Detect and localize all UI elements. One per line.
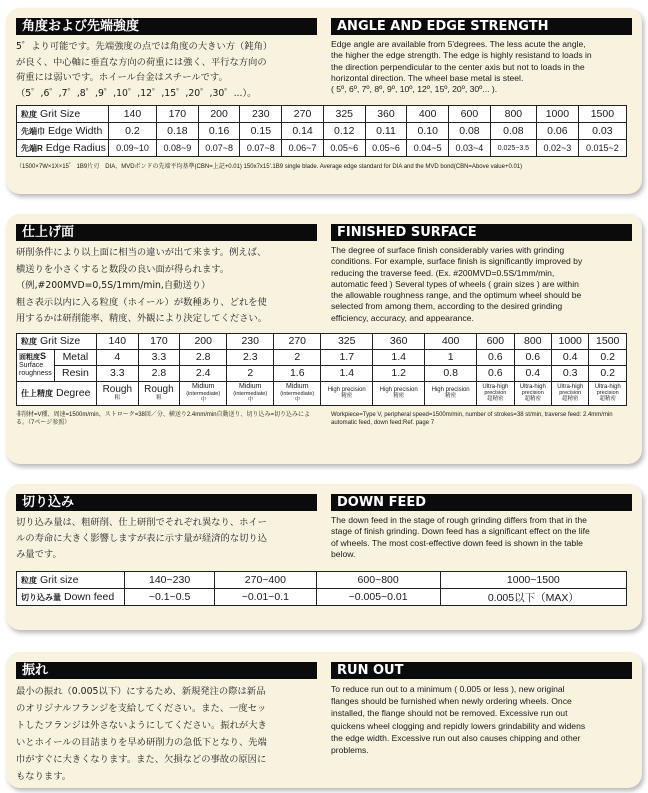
finish-title-jp: 仕上げ面 (16, 224, 317, 241)
table-row: 面粗度S Surface roughness Metal 4 3.3 2.8 2.3 2 1.7 1.4 1 0.6 0.6 0.4 0.2 (17, 349, 627, 365)
finish-text-jp: 研削条件により以上面に相当の違いが出て来ます。例えば、 横送りを小さくすると数段の良い面が得られます。 （例,#200MVD=0,5S/1mm/min,自動送り） 粗さ表示以内に入る粒度（ホイール）が数種あり、どれを使 用するかは研削能率、精度、外観により決定してください。 (16, 247, 268, 324)
table-row: 粒度 Grit Size 140 170 200 230 270 325 360 400 600 800 1000 1500 (17, 106, 627, 123)
finish-footnote-jp: 非削材=V種、周速=1500m/min、ストローク=38回／分、横送り2.4mm/min自動送り、切り込み=切り込みによる。（7ページ参照） (16, 411, 311, 426)
table-row: 粒度 Grit Size 140 170 200 230 270 325 360 400 600 800 1000 1500 (17, 333, 627, 349)
downfeed-section (6, 484, 642, 630)
runout-title-en: RUN OUT (331, 662, 632, 679)
angle-title-jp: 角度および先端強度 (16, 18, 317, 35)
downfeed-text-jp: 切り込み量は、粗研削、仕上研削でそれぞれ異なり、ホイー ルの寿命に大きく影響しますが表に示す量が経済的な切り込 み量です。 (16, 517, 268, 560)
runout-title-jp: 振れ (16, 662, 317, 679)
table-row: 先端巾 Edge Width 0.2 0.18 0.16 0.15 0.14 0.12 0.11 0.10 0.08 0.08 0.06 0.03 (17, 123, 627, 140)
downfeed-table (16, 571, 627, 606)
angle-footnote: （1500×7W×1X×15゜ 1B9片刃 DIA、MVDボンドの先端平均基準(CBN=上記+0.01) 150x7x15'.1B9 single blade. Average edge standard for DIA and the MVD bond(CBN=Above value+0.01) (16, 164, 523, 170)
finish-text-en: The degree of surface finish considerably varies with grinding conditions. For example, surface finish is significantly improved by reducing the traverse feed. (Ex. #200MVD=0.5S/1mm/min, automatic feed ) Several types of wheels ( grain sizes ) are within the allowable roughness range, and the optimum wheel should be selected from among them, according to the desired grinding efficiency, accuracy, and appearance. (331, 245, 583, 323)
runout-text-en: To reduce run out to a minimum ( 0.005 or less ), new original flanges should be furnished when newly ordering wheels. Once installed, the flange should not be removed. Excessive run out quickens wheel clogging and repidly lowers grindability and widens the edge width. Excessive run out also causes chipping and other problems. (331, 684, 586, 756)
downfeed-title-en: DOWN FEED (331, 494, 632, 511)
table-row: 先端R Edge Radius 0.09~10 0.08~9 0.07~8 0.07~8 0.06~7 0.05~6 0.05~6 0.04~5 0.03~4 0.025~3.5 0.02~3 0.015~2 (17, 140, 627, 157)
table-row: 仕上精度 Degree Rough 粗 Rough 粗 Midium (intermediate) 中 Midium (intermediate) 中 Midium (intermediate) 中 High precision 精密 High precision 精密 High precision 精密 Ultra-high precision 超精密 Ultra-high precision 超精密 Ultra-high precision 超精密 Ultra-high precision 超精密 (17, 381, 627, 405)
finish-footnote-en: Workpiece=Type V, peripheral speed=1500m/min, number of strokes=38 st/min, traverse feed: 2.4mm/min automatic feed, down feed:Ref. page 7 (331, 411, 613, 426)
angle-text-jp: 5゜より可能です。先端強度の点では角度の大きい方（鈍角） が良く、中心軸に垂直な方向の荷重には強く、平行な方向の 荷重には弱いです。ホイール台金はスチールです。 （5゜,6゜,7゜,8゜,9゜,10゜,12゜,15゜,20゜,30゜...）。 (16, 41, 273, 99)
angle-section (6, 8, 642, 194)
finish-title-en: FINISHED SURFACE (331, 224, 632, 241)
angle-text-en: Edge angle are available from 5'degrees. The less acute the angle, the higher the edge strength. The edge is highly resistand to loads in the direction perpendicular to the center axis but not to loads in the horizontal direction. The wheel base metal is steel. ( 5º, 6º, 7º, 8º, 9º, 10º, 12º, 15º, 20º, 30º... ). (331, 39, 592, 95)
table-row: 切り込み量 Down feed ~0.1~0.5 ~0.01~0.1 ~0.005~0.01 0.005以下（MAX） (17, 589, 627, 606)
angle-title-en: ANGLE AND EDGE STRENGTH (331, 18, 632, 35)
runout-text-jp: 最小の振れ（0.005以下）にするため、新規発注の際は新品 のオリジナルフランジを支給してください。また、一度セッ トしたフランジは外さないようにしてください。振れが大き いとホイールの目詰まりを早め研削力の急低下となり、先端 巾がすぐに大きくなります。また、欠損などの事故の原因に もなります。 (16, 686, 267, 782)
downfeed-title-jp: 切り込み (16, 494, 317, 511)
angle-table (16, 105, 627, 157)
finish-section (6, 214, 642, 464)
table-row: Resin 3.3 2.8 2.4 2 1.6 1.4 1.2 0.8 0.6 0.4 0.3 0.2 (17, 365, 627, 381)
downfeed-text-en: The down feed in the stage of rough grinding differs from that in the stage of finish grinding. Down feed has a significant effect on the life of wheels. The most cost-effective down feed is shown in the table below. (331, 515, 590, 559)
table-row: 粒度 Grit size 140~230 270~400 600~800 1000~1500 (17, 572, 627, 589)
runout-section (6, 652, 642, 788)
finish-table (16, 333, 627, 406)
roughness-label: 面粗度S Surface roughness (17, 349, 55, 381)
